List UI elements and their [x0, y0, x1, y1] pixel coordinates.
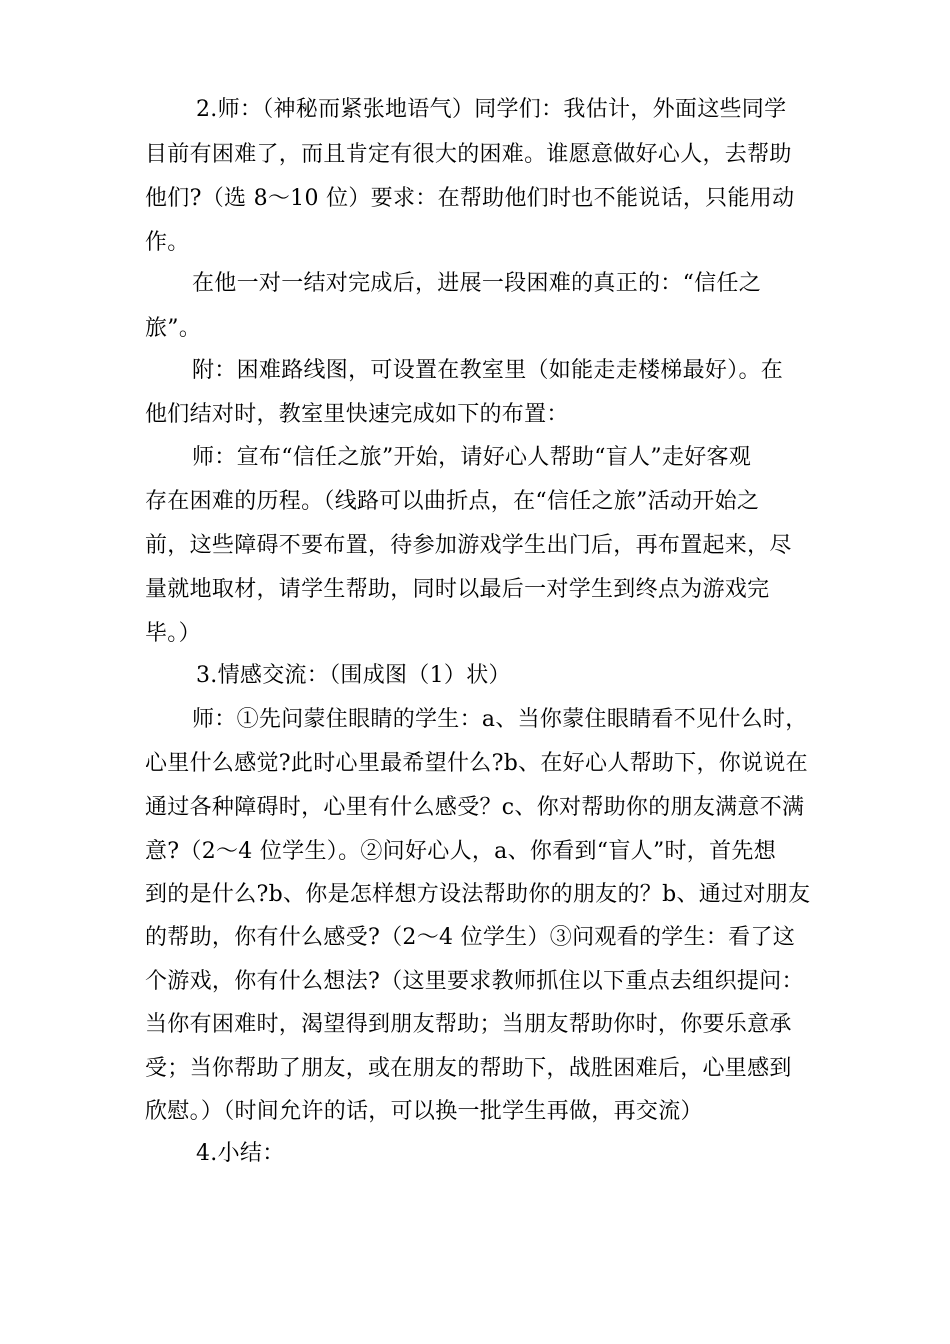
text-line: 附：困难路线图，可设置在教室里（如能走走楼梯最好）。在 — [192, 358, 784, 383]
text-line: 旅”。 — [145, 316, 202, 341]
text-line: 心里什么感觉?此时心里最希望什么?b、在好心人帮助下，你说说在 — [145, 751, 808, 776]
text-line: 个游戏，你有什么想法?（这里要求教师抓住以下重点去组织提问： — [145, 969, 804, 994]
text-line: 2.师：（神秘而紧张地语气）同学们：我估计，外面这些同学 — [196, 97, 787, 122]
text-line: 通过各种障碍时，心里有什么感受？c、你对帮助你的朋友满意不满 — [145, 795, 805, 820]
text-line: 量就地取材，请学生帮助，同时以最后一对学生到终点为游戏完 — [145, 577, 770, 602]
text-line: 4.小结： — [196, 1141, 285, 1166]
text-line: 师：①先问蒙住眼睛的学生：a、当你蒙住眼睛看不见什么时， — [192, 707, 808, 732]
text-line: 3.情感交流：（围成图（1）状） — [196, 663, 511, 688]
text-line: 前，这些障碍不要布置，待参加游戏学生出门后，再布置起来，尽 — [145, 533, 792, 558]
text-line: 当你有困难时，渴望得到朋友帮助；当朋友帮助你时，你要乐意承 — [145, 1012, 792, 1037]
text-line: 他们?（选 8～10 位）要求：在帮助他们时也不能说话，只能用动 — [145, 186, 795, 211]
text-line: 作。 — [145, 230, 190, 255]
text-line: 意?（2～4 位学生）。②问好心人，a、你看到“盲人”时，首先想 — [145, 839, 776, 864]
text-line: 欣慰。）（时间允许的话，可以换一批学生再做，再交流） — [145, 1099, 703, 1124]
text-line: 毕。） — [145, 621, 201, 646]
text-line: 在他一对一结对完成后，进展一段困难的真正的：“信任之 — [192, 271, 762, 296]
text-line: 师：宣布“信任之旅”开始，请好心人帮助“盲人”走好客观 — [192, 445, 752, 470]
text-line: 存在困难的历程。（线路可以曲折点，在“信任之旅”活动开始之 — [145, 489, 760, 514]
text-line: 的帮助，你有什么感受?（2～4 位学生）③问观看的学生：看了这 — [145, 925, 796, 950]
text-line: 到的是什么?b、你是怎样想方设法帮助你的朋友的？b、通过对朋友 — [145, 882, 811, 907]
text-line: 受；当你帮助了朋友，或在朋友的帮助下，战胜困难后，心里感到 — [145, 1056, 792, 1081]
text-line: 他们结对时，教室里快速完成如下的布置： — [145, 402, 569, 427]
text-line: 目前有困难了，而且肯定有很大的困难。谁愿意做好心人，去帮助 — [145, 142, 792, 167]
